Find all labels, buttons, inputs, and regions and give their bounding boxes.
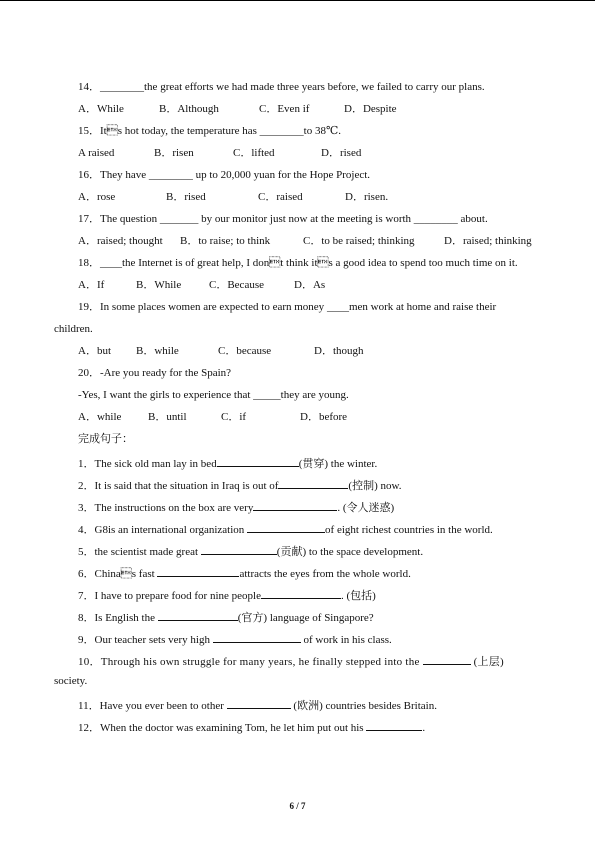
answer-blank: _______: [159, 213, 199, 225]
sentence-6: [78, 565, 411, 581]
page-number: 6 / 7: [289, 801, 306, 811]
sentence-text: 4．G8is an international organization: [78, 524, 248, 536]
question-15-stem: [78, 125, 341, 138]
option-c: C．if: [221, 411, 247, 423]
option-a: A．rose: [78, 191, 116, 203]
sentence-hint: of work in his class.: [300, 634, 392, 646]
sentence-4: [78, 521, 493, 537]
option-d: D．rised: [321, 147, 362, 159]
answer-blank: [247, 521, 325, 533]
sentence-text: 3．The instructions on the box are very: [78, 502, 254, 514]
top-border-line: [0, 0, 595, 1]
option-b: B．While: [136, 279, 182, 291]
sentence-10-line1: [78, 653, 504, 669]
question-text: up to 20,000 yuan for the Hope Project.: [192, 169, 371, 181]
option-d: D．raised; thinking: [444, 235, 532, 247]
option-c: C．lifted: [233, 147, 275, 159]
option-c: C．because: [218, 345, 272, 357]
option-d: D．before: [300, 411, 348, 423]
sentence-hint: (贯穿) the winter.: [298, 458, 378, 470]
answer-blank: [201, 543, 277, 555]
question-number: 14．: [78, 81, 100, 93]
sentence-8: [78, 609, 374, 625]
answer-blank: ________: [413, 213, 458, 225]
option-c: C．Even if: [259, 103, 310, 115]
option-a: A．If: [78, 279, 105, 291]
question-14-stem: [78, 81, 485, 94]
question-text: about.: [457, 213, 488, 225]
option-a: A．raised; thought: [78, 235, 163, 247]
question-20-stem-line1: 20．-Are you ready for the Spain?: [78, 367, 232, 379]
sentence-hint: of eight richest countries in the world.: [325, 524, 493, 536]
sentence-1: [78, 455, 377, 471]
question-text: 16．They have: [78, 169, 149, 181]
option-a: A．while: [78, 411, 122, 423]
sentence-hint: (控制) now.: [348, 480, 402, 492]
question-19-stem-line1: [78, 301, 496, 314]
answer-blank: [157, 565, 239, 577]
sentence-text: 11．Have you ever been to other: [78, 700, 227, 712]
sentence-hint: . (令人迷惑): [337, 502, 395, 514]
answer-blank: [261, 587, 341, 599]
option-b: B．risen: [154, 147, 194, 159]
sentence-text: 5．the scientist made great: [78, 546, 201, 558]
answer-blank: ________: [100, 81, 144, 93]
question-19-stem-line2: children.: [54, 323, 93, 335]
sentence-9: [78, 631, 392, 647]
answer-blank: [423, 653, 471, 665]
sentence-text: 6．Chinas fast: [78, 568, 158, 580]
option-c: C．raised: [258, 191, 303, 203]
answer-blank: ________: [148, 169, 193, 181]
sentence-text: 7．I have to prepare food for nine people: [78, 590, 261, 602]
sentence-text: 1．The sick old man lay in bed: [78, 458, 217, 470]
sentence-text: 9．Our teacher sets very high: [78, 634, 213, 646]
option-b: B．while: [136, 345, 179, 357]
question-text: they are young.: [280, 389, 349, 401]
sentence-hint: (上层): [470, 656, 504, 668]
question-20-stem-line2: [78, 389, 349, 402]
option-d: D．risen.: [345, 191, 389, 203]
sentence-12: [78, 719, 425, 735]
question-number: 18．: [78, 257, 100, 269]
sentence-2: [78, 477, 401, 493]
option-d: D．Despite: [344, 103, 397, 115]
sentence-hint: .: [422, 722, 426, 734]
section-title: 完成句子：: [78, 433, 133, 445]
option-a: A．While: [78, 103, 124, 115]
sentence-text: 12．When the doctor was examining Tom, he let him put out his: [78, 722, 367, 734]
answer-blank: [227, 697, 291, 709]
option-d: D．As: [294, 279, 326, 291]
sentence-7: [78, 587, 376, 603]
sentence-11: [78, 697, 437, 713]
question-text: -Yes, I want the girls to experience that: [78, 389, 254, 401]
question-text: the great efforts we had made three years before, we failed to carry our plans.: [144, 81, 485, 93]
question-18-stem: [78, 257, 518, 270]
answer-blank: ____: [100, 257, 122, 269]
option-a: A．but: [78, 345, 111, 357]
sentence-hint: (欧洲) countries besides Britain.: [290, 700, 437, 712]
sentence-text: 10．Through his own struggle for many years, he finally stepped into the: [78, 656, 423, 668]
sentence-hint: (贡献) to the space development.: [276, 546, 424, 558]
question-text: men work at home and raise their: [348, 301, 497, 313]
question-text: 15．Its hot today, the temperature has: [78, 125, 260, 137]
sentence-hint: (官方) language of Singapore?: [237, 612, 374, 624]
option-c: C．to be raised; thinking: [303, 235, 415, 247]
question-text: 17．The question: [78, 213, 160, 225]
answer-blank: [213, 631, 301, 643]
sentence-10-line2: society.: [54, 675, 88, 687]
sentence-text: 2．It is said that the situation in Iraq is out of: [78, 480, 279, 492]
answer-blank: [278, 477, 348, 489]
answer-blank: [366, 719, 422, 731]
sentence-hint: . (包括): [340, 590, 376, 602]
sentence-text: 8．Is English the: [78, 612, 158, 624]
answer-blank: _____: [253, 389, 281, 401]
answer-blank: ____: [326, 301, 349, 313]
answer-blank: [217, 455, 299, 467]
option-b: B．rised: [166, 191, 206, 203]
question-16-stem: [78, 169, 370, 182]
option-a: A raised: [78, 147, 115, 159]
question-text: 19．In some places women are expected to earn money: [78, 301, 327, 313]
question-text: by our monitor just now at the meeting is worth: [198, 213, 414, 225]
option-b: B．until: [148, 411, 187, 423]
question-text: to 38℃.: [303, 125, 342, 137]
option-c: C．Because: [209, 279, 264, 291]
sentence-hint: attracts the eyes from the whole world.: [239, 568, 411, 580]
option-b: B．to raise; to think: [180, 235, 271, 247]
answer-blank: ________: [259, 125, 304, 137]
question-text: the Internet is of great help, I dont think its a good idea to spend too much time on it.: [122, 257, 518, 269]
sentence-3: [78, 499, 394, 515]
option-b: B．Although: [159, 103, 219, 115]
option-d: D．though: [314, 345, 364, 357]
sentence-5: [78, 543, 423, 559]
question-17-stem: [78, 213, 488, 226]
answer-blank: [253, 499, 337, 511]
answer-blank: [158, 609, 238, 621]
